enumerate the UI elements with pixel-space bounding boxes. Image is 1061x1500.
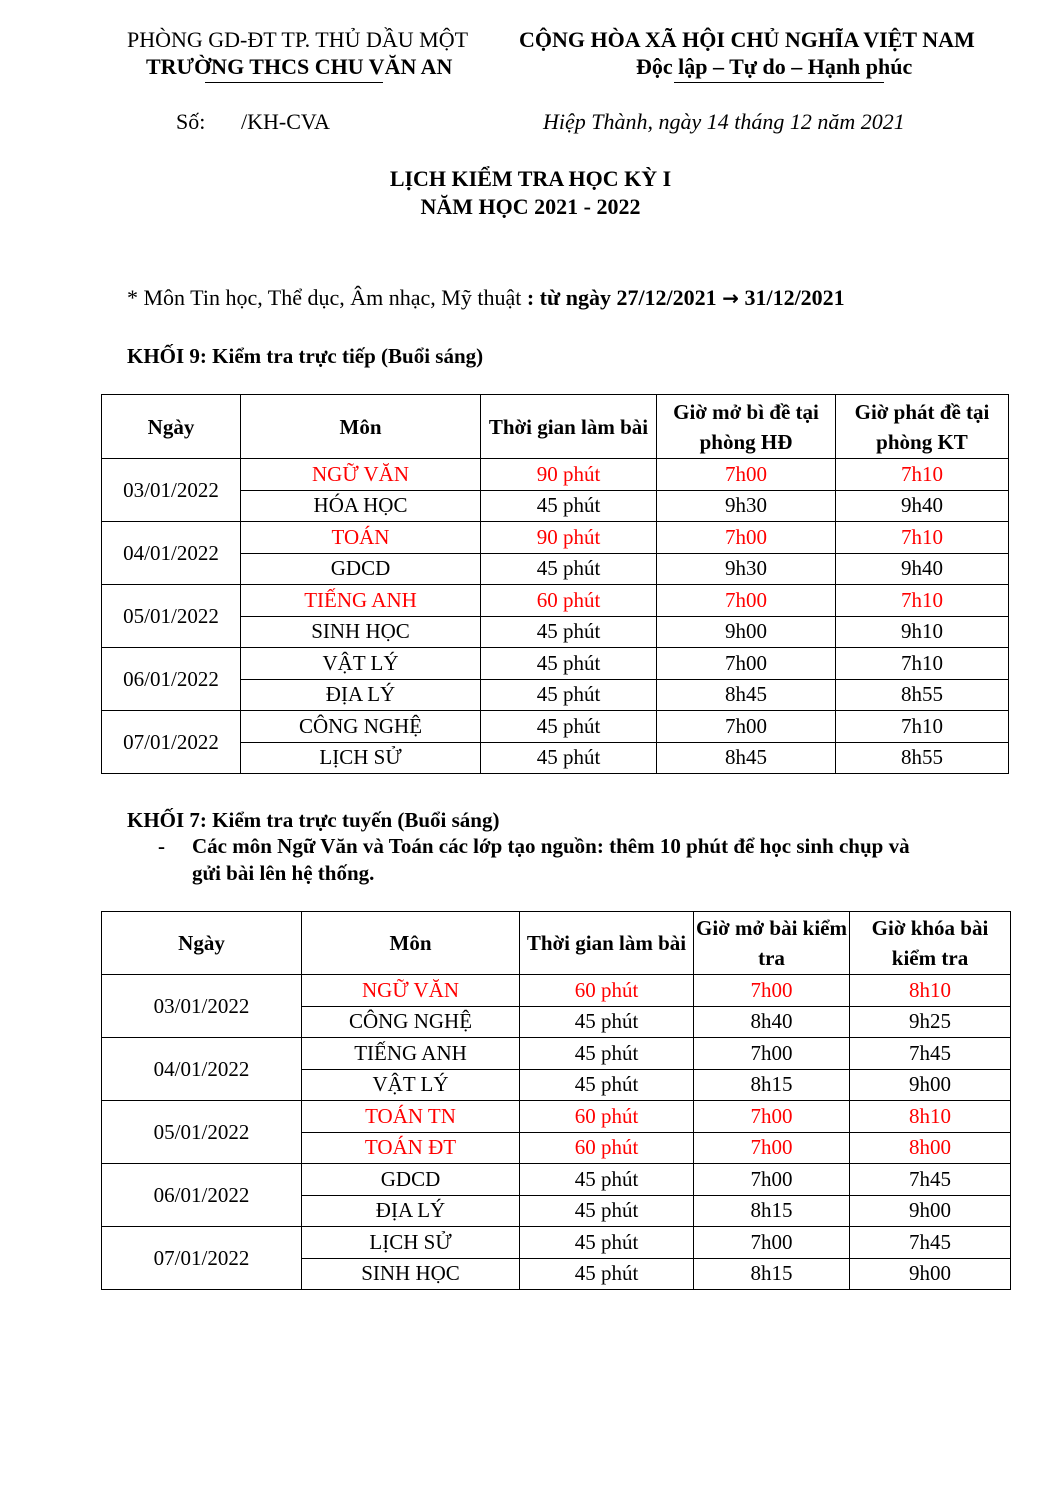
open-time: 7h00 bbox=[694, 1227, 850, 1259]
subject: ĐỊA LÝ bbox=[302, 1195, 520, 1227]
subject: HÓA HỌC bbox=[241, 490, 481, 522]
subject: NGỮ VĂN bbox=[302, 975, 520, 1007]
exam-date: 05/01/2022 bbox=[102, 1101, 302, 1164]
duration: 45 phút bbox=[520, 1006, 694, 1038]
exam-date: 07/01/2022 bbox=[102, 711, 241, 774]
close-time: 7h45 bbox=[850, 1164, 1011, 1196]
duration: 45 phút bbox=[520, 1258, 694, 1290]
close-time: 8h00 bbox=[850, 1132, 1011, 1164]
subject: TIẾNG ANH bbox=[241, 585, 481, 617]
subject: VẬT LÝ bbox=[241, 648, 481, 680]
subject: SINH HỌC bbox=[302, 1258, 520, 1290]
duration: 60 phút bbox=[520, 1132, 694, 1164]
doc-title: LỊCH KIỂM TRA HỌC KỲ I bbox=[389, 166, 672, 191]
close-time: 9h25 bbox=[850, 1006, 1011, 1038]
issue-time: 7h10 bbox=[836, 585, 1009, 617]
khoi9-col-open: Giờ mở bì đề tại phòng HĐ bbox=[657, 395, 836, 459]
duration: 45 phút bbox=[481, 553, 657, 585]
khoi9-heading: KHỐI 9: Kiểm tra trực tiếp (Buổi sáng) bbox=[127, 344, 484, 368]
close-time: 9h00 bbox=[850, 1195, 1011, 1227]
khoi7-col-date: Ngày bbox=[102, 912, 302, 975]
close-time: 7h45 bbox=[850, 1227, 1011, 1259]
close-time: 9h00 bbox=[850, 1069, 1011, 1101]
duration: 45 phút bbox=[481, 648, 657, 680]
close-time: 8h10 bbox=[850, 1101, 1011, 1133]
open-time: 9h30 bbox=[657, 553, 836, 585]
bullet-dash: - bbox=[158, 834, 165, 858]
exam-date: 07/01/2022 bbox=[102, 1227, 302, 1290]
doc-number: /KH-CVA bbox=[241, 109, 330, 134]
open-time: 7h00 bbox=[657, 585, 836, 617]
khoi7-col-duration: Thời gian làm bài bbox=[520, 912, 694, 975]
issue-time: 8h55 bbox=[836, 679, 1009, 711]
subject: SINH HỌC bbox=[241, 616, 481, 648]
table-row bbox=[102, 459, 1009, 491]
duration: 45 phút bbox=[520, 1227, 694, 1259]
khoi7-table bbox=[101, 911, 1011, 1290]
khoi7-col-subject: Môn bbox=[302, 912, 520, 975]
table-row bbox=[102, 585, 1009, 617]
khoi7-note-line1: Các môn Ngữ Văn và Toán các lớp tạo nguồn: thêm 10 phút để học sinh chụp và bbox=[192, 834, 910, 858]
khoi7-col-open: Giờ mở bài kiểm tra bbox=[694, 912, 850, 975]
elective-note bbox=[127, 284, 845, 312]
subject: TOÁN TN bbox=[302, 1101, 520, 1133]
open-time: 8h45 bbox=[657, 742, 836, 774]
duration: 45 phút bbox=[520, 1195, 694, 1227]
subject: ĐỊA LÝ bbox=[241, 679, 481, 711]
subject: NGỮ VĂN bbox=[241, 459, 481, 491]
subject: CÔNG NGHỆ bbox=[302, 1006, 520, 1038]
open-time: 7h00 bbox=[657, 648, 836, 680]
close-time: 7h45 bbox=[850, 1038, 1011, 1070]
doc-subtitle: NĂM HỌC 2021 - 2022 bbox=[420, 194, 641, 219]
school-underline bbox=[205, 82, 383, 83]
open-time: 8h15 bbox=[694, 1069, 850, 1101]
khoi7-heading: KHỐI 7: Kiểm tra trực tuyến (Buổi sáng) bbox=[127, 808, 500, 832]
open-time: 7h00 bbox=[657, 711, 836, 743]
issue-time: 7h10 bbox=[836, 648, 1009, 680]
table-row bbox=[102, 975, 1011, 1007]
table-row bbox=[102, 1227, 1011, 1259]
duration: 45 phút bbox=[481, 711, 657, 743]
country-name: CỘNG HÒA XÃ HỘI CHỦ NGHĨA VIỆT NAM bbox=[519, 27, 975, 52]
exam-date: 04/01/2022 bbox=[102, 522, 241, 585]
department-name: PHÒNG GD-ĐT TP. THỦ DẦU MỘT bbox=[127, 27, 469, 52]
issue-time: 9h40 bbox=[836, 490, 1009, 522]
open-time: 8h40 bbox=[694, 1006, 850, 1038]
duration: 45 phút bbox=[481, 616, 657, 648]
table-row bbox=[102, 1101, 1011, 1133]
khoi7-header-row bbox=[102, 912, 1011, 975]
open-time: 7h00 bbox=[657, 459, 836, 491]
khoi9-header-row bbox=[102, 395, 1009, 459]
duration: 60 phút bbox=[520, 975, 694, 1007]
note-date-to: 31/12/2021 bbox=[738, 285, 845, 310]
open-time: 7h00 bbox=[694, 1132, 850, 1164]
open-time: 8h15 bbox=[694, 1195, 850, 1227]
note-date-from: : từ ngày 27/12/2021 bbox=[526, 285, 723, 310]
subject: TOÁN ĐT bbox=[302, 1132, 520, 1164]
subject: LỊCH SỬ bbox=[302, 1227, 520, 1259]
khoi9-col-subject: Môn bbox=[241, 395, 481, 459]
exam-date: 05/01/2022 bbox=[102, 585, 241, 648]
table-row bbox=[102, 522, 1009, 554]
duration: 45 phút bbox=[520, 1038, 694, 1070]
issue-time: 9h10 bbox=[836, 616, 1009, 648]
khoi7-col-close: Giờ khóa bài kiểm tra bbox=[850, 912, 1011, 975]
khoi9-col-issue: Giờ phát đề tại phòng KT bbox=[836, 395, 1009, 459]
open-time: 7h00 bbox=[694, 1101, 850, 1133]
khoi9-col-duration: Thời gian làm bài bbox=[481, 395, 657, 459]
issue-time: 7h10 bbox=[836, 522, 1009, 554]
table-row bbox=[102, 1164, 1011, 1196]
arrow-right-icon: → bbox=[722, 286, 739, 310]
open-time: 7h00 bbox=[694, 975, 850, 1007]
open-time: 7h00 bbox=[657, 522, 836, 554]
subject: LỊCH SỬ bbox=[241, 742, 481, 774]
subject: CÔNG NGHỆ bbox=[241, 711, 481, 743]
place-date: Hiệp Thành, ngày 14 tháng 12 năm 2021 bbox=[543, 109, 905, 134]
note-prefix: * Môn Tin học, Thể dục, Âm nhạc, Mỹ thuật bbox=[127, 285, 527, 310]
open-time: 8h45 bbox=[657, 679, 836, 711]
duration: 45 phút bbox=[520, 1164, 694, 1196]
table-row bbox=[102, 1038, 1011, 1070]
open-time: 8h15 bbox=[694, 1258, 850, 1290]
open-time: 9h00 bbox=[657, 616, 836, 648]
open-time: 9h30 bbox=[657, 490, 836, 522]
doc-number-label: Số: bbox=[176, 109, 206, 134]
close-time: 8h10 bbox=[850, 975, 1011, 1007]
duration: 60 phút bbox=[520, 1101, 694, 1133]
duration: 45 phút bbox=[481, 679, 657, 711]
open-time: 7h00 bbox=[694, 1038, 850, 1070]
school-name: TRƯỜNG THCS CHU VĂN AN bbox=[146, 54, 453, 79]
motto-underline bbox=[674, 82, 884, 83]
duration: 45 phút bbox=[481, 490, 657, 522]
exam-date: 03/01/2022 bbox=[102, 459, 241, 522]
issue-time: 8h55 bbox=[836, 742, 1009, 774]
motto: Độc lập – Tự do – Hạnh phúc bbox=[636, 54, 913, 79]
exam-date: 04/01/2022 bbox=[102, 1038, 302, 1101]
issue-time: 9h40 bbox=[836, 553, 1009, 585]
duration: 60 phút bbox=[481, 585, 657, 617]
table-row bbox=[102, 648, 1009, 680]
duration: 90 phút bbox=[481, 522, 657, 554]
issue-time: 7h10 bbox=[836, 459, 1009, 491]
subject: TIẾNG ANH bbox=[302, 1038, 520, 1070]
subject: TOÁN bbox=[241, 522, 481, 554]
exam-date: 03/01/2022 bbox=[102, 975, 302, 1038]
khoi9-col-date: Ngày bbox=[102, 395, 241, 459]
open-time: 7h00 bbox=[694, 1164, 850, 1196]
duration: 90 phút bbox=[481, 459, 657, 491]
close-time: 9h00 bbox=[850, 1258, 1011, 1290]
khoi9-table bbox=[101, 394, 1009, 774]
exam-date: 06/01/2022 bbox=[102, 1164, 302, 1227]
subject: VẬT LÝ bbox=[302, 1069, 520, 1101]
duration: 45 phút bbox=[481, 742, 657, 774]
duration: 45 phút bbox=[520, 1069, 694, 1101]
issue-time: 7h10 bbox=[836, 711, 1009, 743]
exam-date: 06/01/2022 bbox=[102, 648, 241, 711]
table-row bbox=[102, 711, 1009, 743]
khoi7-note-line2: gửi bài lên hệ thống. bbox=[192, 861, 375, 885]
subject: GDCD bbox=[241, 553, 481, 585]
subject: GDCD bbox=[302, 1164, 520, 1196]
